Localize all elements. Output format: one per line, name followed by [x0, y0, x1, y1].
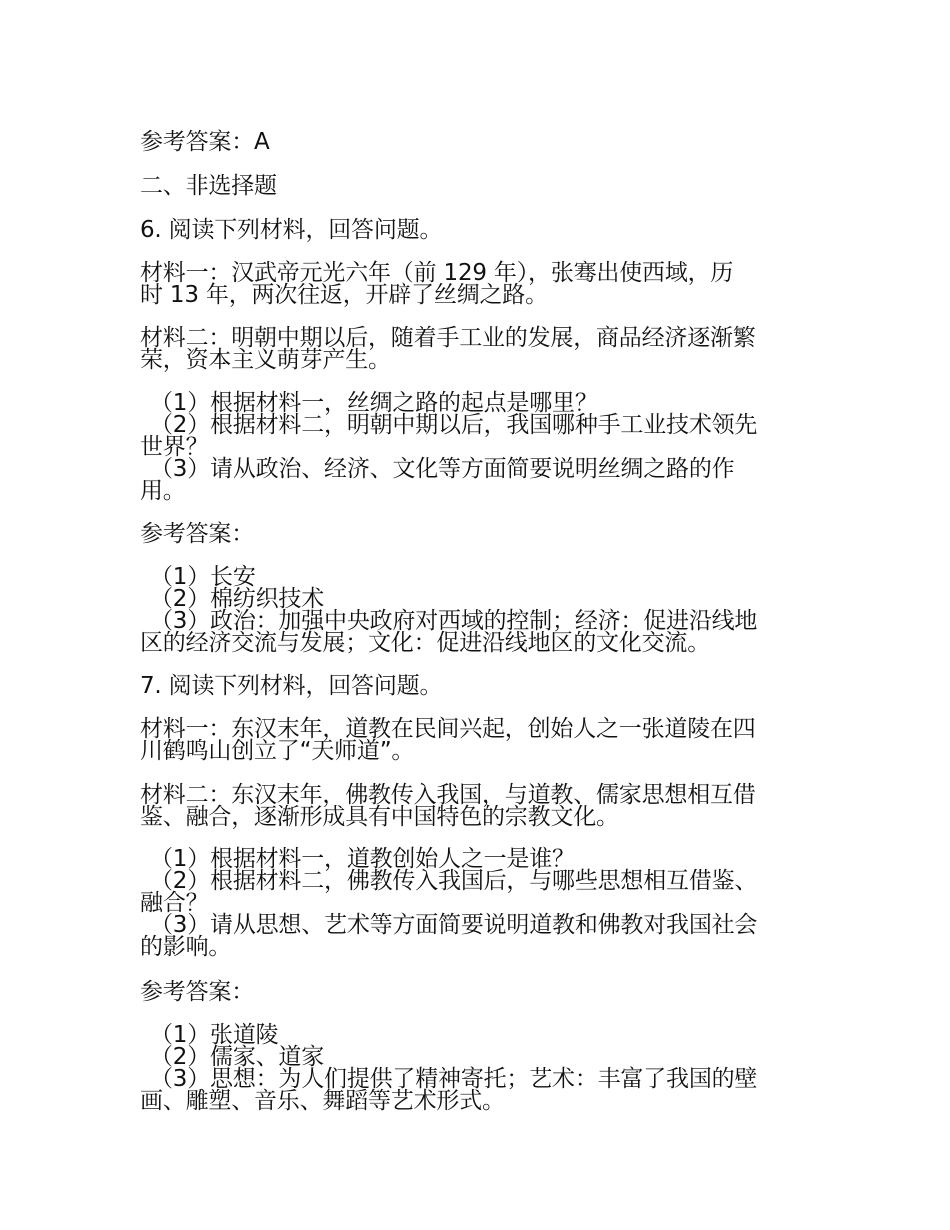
- q7-material-2-line-1: 材料二：东汉末年，佛教传入我国，与道教、儒家思想相互借: [140, 782, 756, 808]
- q6-answer-label: 参考答案：: [140, 521, 255, 547]
- q6-subquestion-2-line-1: （2）根据材料二，明朝中期以后，我国哪种手工业技术领先: [150, 412, 758, 438]
- q7-answer-1: （1）张道陵: [150, 1022, 279, 1048]
- question-6-title: 6. 阅读下列材料，回答问题。: [140, 217, 443, 243]
- answer-line: 参考答案：A: [140, 129, 270, 155]
- q6-subquestion-1: （1）根据材料一，丝绸之路的起点是哪里？: [150, 390, 598, 416]
- q6-material-1-line-1: 材料一：汉武帝元光六年（前 129 年），张骞出使西域，历: [140, 260, 734, 286]
- q6-subquestion-3-line-1: （3）请从政治、经济、文化等方面简要说明丝绸之路的作: [150, 456, 735, 482]
- q7-subquestion-3-line-2: 的影响。: [140, 934, 232, 960]
- q7-subquestion-2-line-2: 融合？: [140, 890, 209, 916]
- q6-material-2-line-1: 材料二：明朝中期以后，随着手工业的发展，商品经济逐渐繁: [140, 325, 756, 351]
- q7-material-2-line-2: 鉴、融合，逐渐形成具有中国特色的宗教文化。: [140, 804, 619, 830]
- q6-answer-1: （1）长安: [150, 564, 256, 590]
- q7-subquestion-2-line-1: （2）根据材料二，佛教传入我国后，与哪些思想相互借鉴、: [150, 868, 758, 894]
- q6-answer-2: （2）棉纺织技术: [150, 586, 325, 612]
- q6-material-2-line-2: 荣，资本主义萌芽产生。: [140, 347, 391, 373]
- q6-material-1-line-2: 时 13 年，两次往返，开辟了丝绸之路。: [140, 282, 548, 308]
- q7-answer-label: 参考答案：: [140, 979, 255, 1005]
- q6-subquestion-2-line-2: 世界？: [140, 434, 209, 460]
- section-heading: 二、非选择题: [140, 173, 277, 199]
- q7-subquestion-3-line-1: （3）请从思想、艺术等方面简要说明道教和佛教对我国社会: [150, 912, 758, 938]
- q6-answer-3-line-1: （3）政治：加强中央政府对西域的控制；经济：促进沿线地: [150, 608, 758, 634]
- q6-subquestion-3-line-2: 用。: [140, 478, 186, 504]
- q7-material-1-line-1: 材料一：东汉末年，道教在民间兴起，创始人之一张道陵在四: [140, 716, 756, 742]
- question-7-title: 7. 阅读下列材料，回答问题。: [140, 673, 443, 699]
- q7-answer-3-line-1: （3）思想：为人们提供了精神寄托；艺术：丰富了我国的壁: [150, 1066, 758, 1092]
- q7-answer-3-line-2: 画、雕塑、音乐、舞蹈等艺术形式。: [140, 1088, 505, 1114]
- q6-answer-3-line-2: 区的经济交流与发展；文化：促进沿线地区的文化交流。: [140, 630, 711, 656]
- q7-material-1-line-2: 川鹤鸣山创立了“天师道”。: [140, 738, 415, 764]
- q7-subquestion-1: （1）根据材料一，道教创始人之一是谁？: [150, 846, 575, 872]
- q7-answer-2: （2）儒家、道家: [150, 1044, 325, 1070]
